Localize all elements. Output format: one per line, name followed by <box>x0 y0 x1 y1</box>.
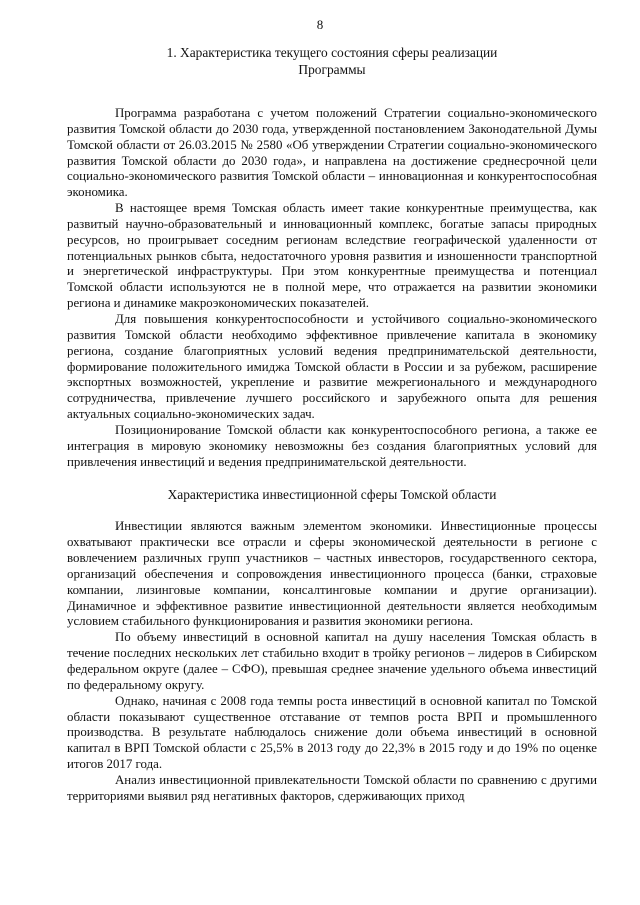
paragraph-investments: Инвестиции являются важным элементом экономики. Инвестиционные процессы охватывают практически все отрасли и сферы экономической деятельности в регионе с вовлечением различных групп участников – частных инвесторов, государственного сектора, организаций обеспечения и сопровождения инвестиционного процесса (банки, страховые компании, лизинговые компании, консалтинговые компании и другие организации). Динамичное и эффективное развитие инвестиционной деятельности является необходимым условием стабильного функционирования и развития экономики региона. <box>67 519 597 629</box>
section-title-line-1: 1. Характеристика текущего состояния сферы реализации <box>166 45 498 60</box>
paragraph-competitiveness: Для повышения конкурентоспособности и устойчивого социально-экономического развития Томской области необходимо эффективное привлечение капитала в экономику региона, создание благоприятных условий ведения предпринимательской деятельности, формирование положительного имиджа Томской области в России и за рубежом, расширение экспортных возможностей, укрепление и развитие межрегионального и международного сотрудничества, привлечение лучшего российского и зарубежного опыта для решения актуальных социально-экономических задач. <box>67 311 597 422</box>
page-content <box>67 44 597 805</box>
paragraph-investment-growth: Однако, начиная с 2008 года темпы роста инвестиций в основной капитал по Томской области показывают существенное отставание от темпов роста ВРП и промышленного производства. В результате наблюдалось снижение доли объема инвестиций в основной капитал в ВРП Томской области с 25,5% в 2013 году до 22,3% в 2015 году и до 19% по оценке итогов 2017 года. <box>67 693 597 772</box>
subsection-title: Характеристика инвестиционной сферы Томской области <box>167 487 497 503</box>
section-title-line-2: Программы <box>298 62 366 77</box>
paragraph-competitive-advantages: В настоящее время Томская область имеет такие конкурентные преимущества, как развитый научно-образовательный и инновационный комплекс, богатые запасы природных ресурсов, но проигрывает соседним регионам вследствие географической удаленности от потенциальных рынков сбыта, недостаточного уровня развития и изношенности транспортной и энергетической инфраструктуры. При этом конкурентные преимущества и потенциал Томской области используются не в полной мере, что отражается на развитии экономики региона и динамике макроэкономических показателей. <box>67 201 597 311</box>
paragraph-positioning: Позиционирование Томской области как конкурентоспособного региона, а также ее интеграция в мировую экономику невозможны без создания благоприятных условий для привлечения инвестиций и ведения предпринимательской деятельности. <box>67 422 597 469</box>
page-number: 8 <box>316 17 324 32</box>
paragraph-investment-volume: По объему инвестиций в основной капитал на душу населения Томская область в течение последних нескольких лет стабильно входит в тройку регионов – лидеров в Сибирском федеральном округе (далее – СФО), превышая среднее значение удельного объема инвестиций по федеральному округу. <box>67 630 597 692</box>
paragraph-strategy: Программа разработана с учетом положений Стратегии социально-экономического развития Томской области до 2030 года, утвержденной постановлением Законодательной Думы Томской области от 26.03.2015 № 2580 «Об утверждении Стратегии социально-экономического развития Томской области до 2030 года», и направлена на достижение среднесрочной цели социально-экономического развития Томской области – инновационная и конкурентоспособная экономика. <box>67 106 597 200</box>
section-title <box>67 44 597 78</box>
paragraph-investment-analysis: Анализ инвестиционной привлекательности Томской области по сравнению с другими территориями выявил ряд негативных факторов, сдерживающих приход <box>67 772 597 803</box>
